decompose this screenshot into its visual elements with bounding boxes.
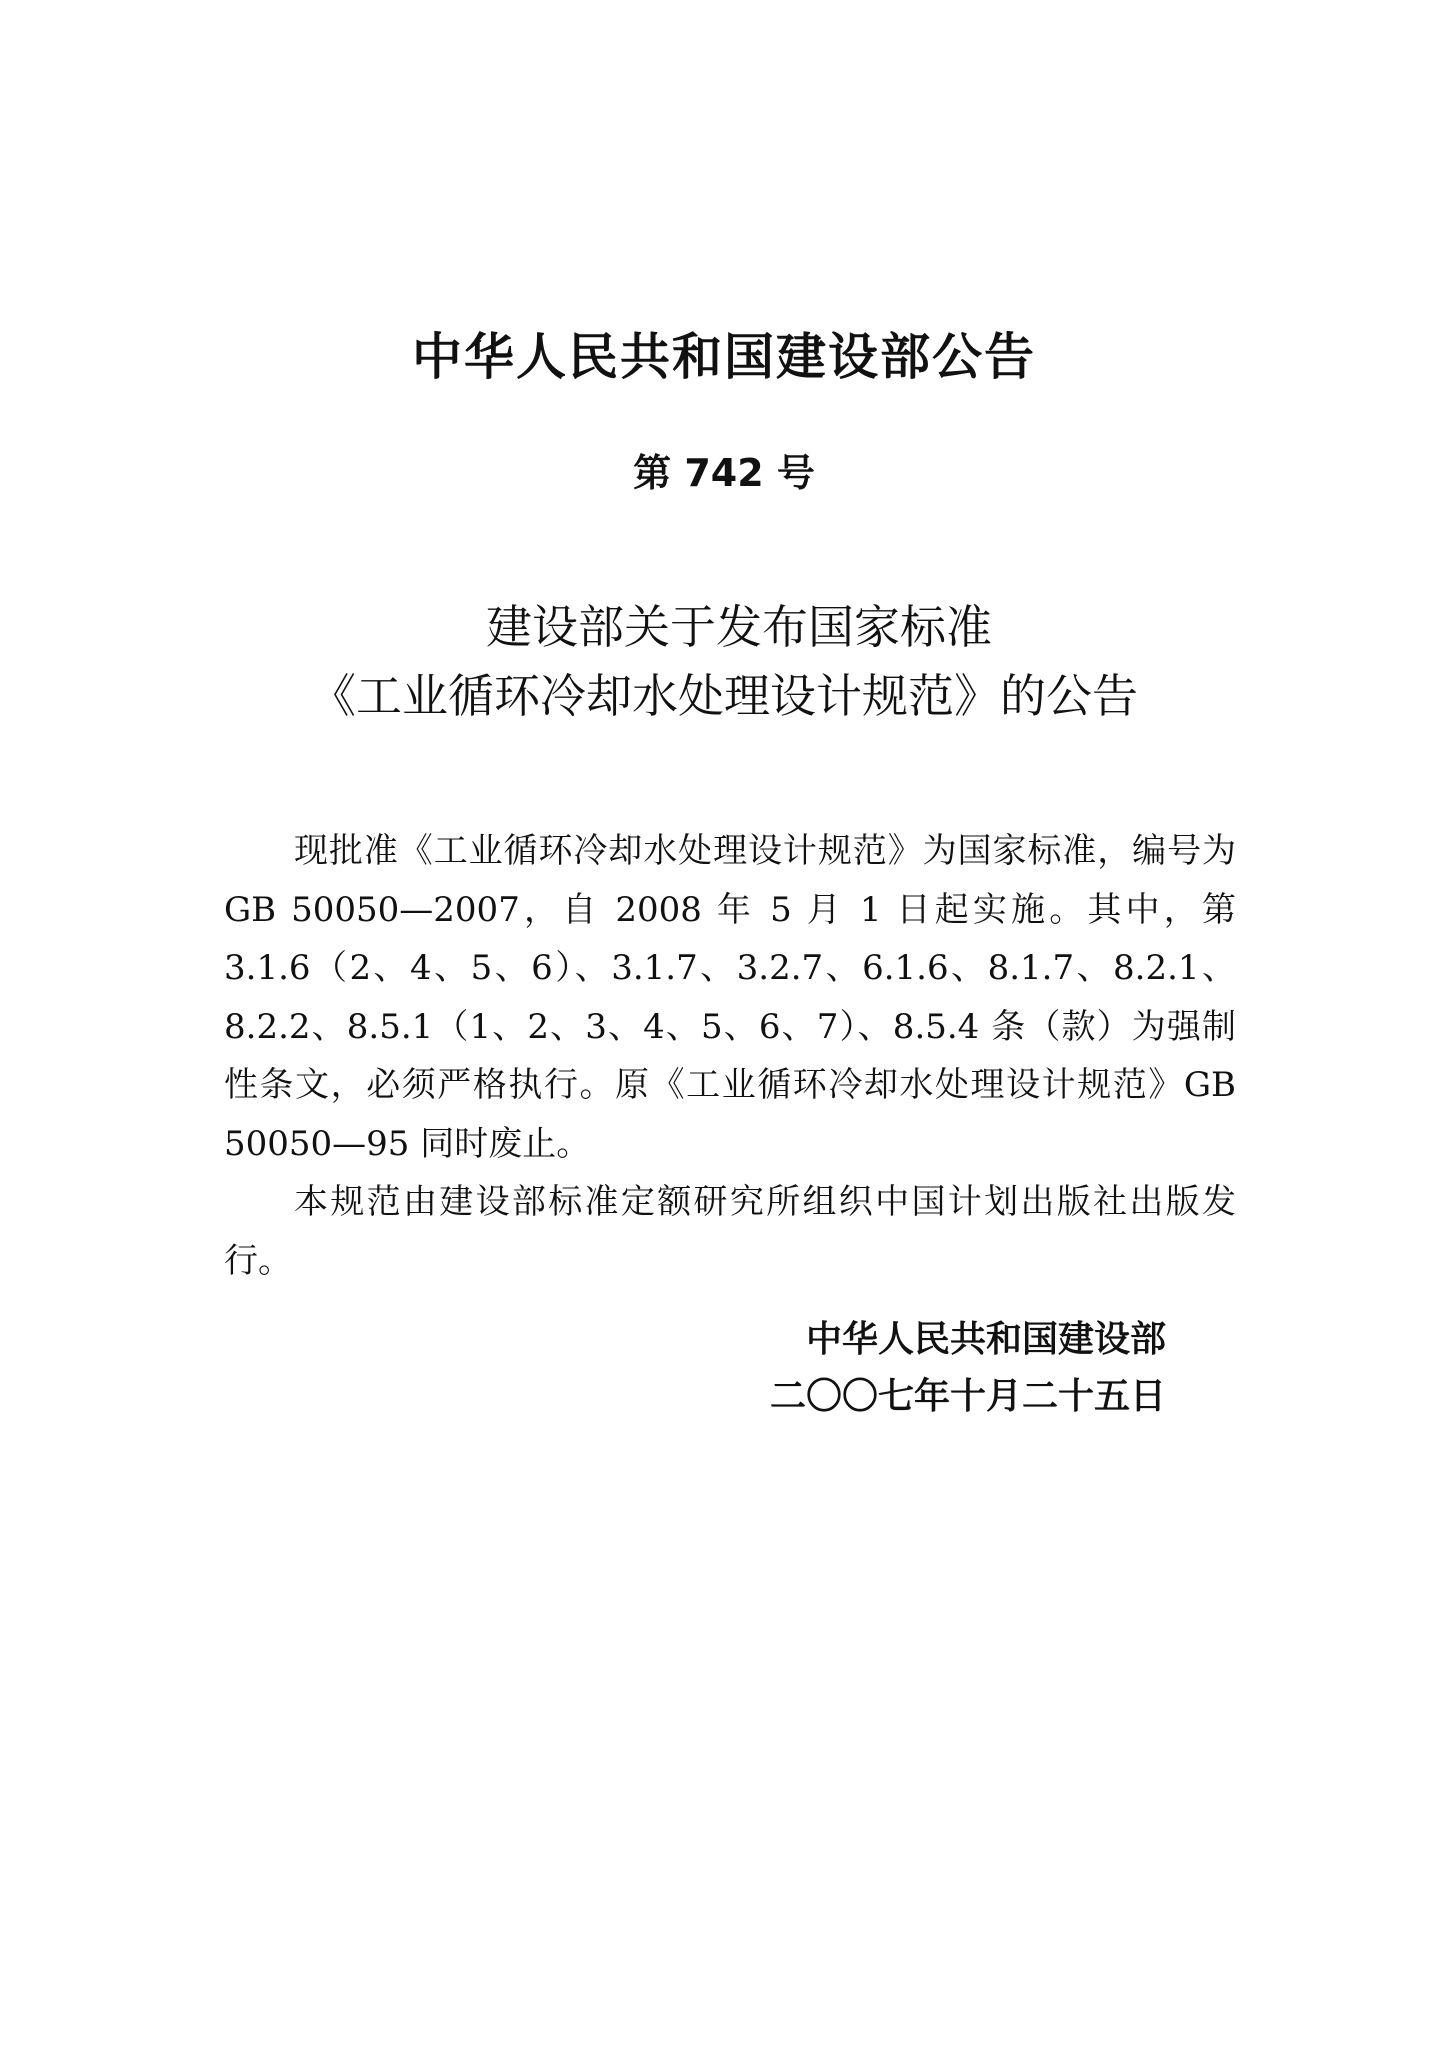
announcement-body — [224, 822, 1236, 1290]
issue-date: 二〇〇七年十月二十五日 — [769, 1376, 1166, 1417]
page-title: 中华人民共和国建设部公告 — [412, 328, 1036, 386]
subtitle-line-1: 建设部关于发布国家标准 — [486, 600, 992, 654]
announcement-number: 第 742 号 — [633, 451, 815, 495]
body-paragraph-2: 本规范由建设部标准定额研究所组织中国计划出版社出版发行。 — [224, 1182, 1236, 1281]
body-paragraph-1: 现批准《工业循环冷却水处理设计规范》为国家标准，编号为 GB 50050—2007，自 2008 年 5 月 1 日起实施。其中，第 3.1.6（2、4、5、6）、3.1.7、3.2.7、6.1.6、8.1.7、8.2.1、8.2.2、8.5.1（1、2、3、4、5、6、7）、8.5.4 条（款）为强制性条文，必须严格执行。原《工业循环冷却水处理设计规范》GB 50050—95 同时废止。 — [224, 831, 1236, 1164]
subtitle-line-2: 《工业循环冷却水处理设计规范》的公告 — [310, 669, 1138, 723]
issuing-organization: 中华人民共和国建设部 — [805, 1319, 1166, 1360]
